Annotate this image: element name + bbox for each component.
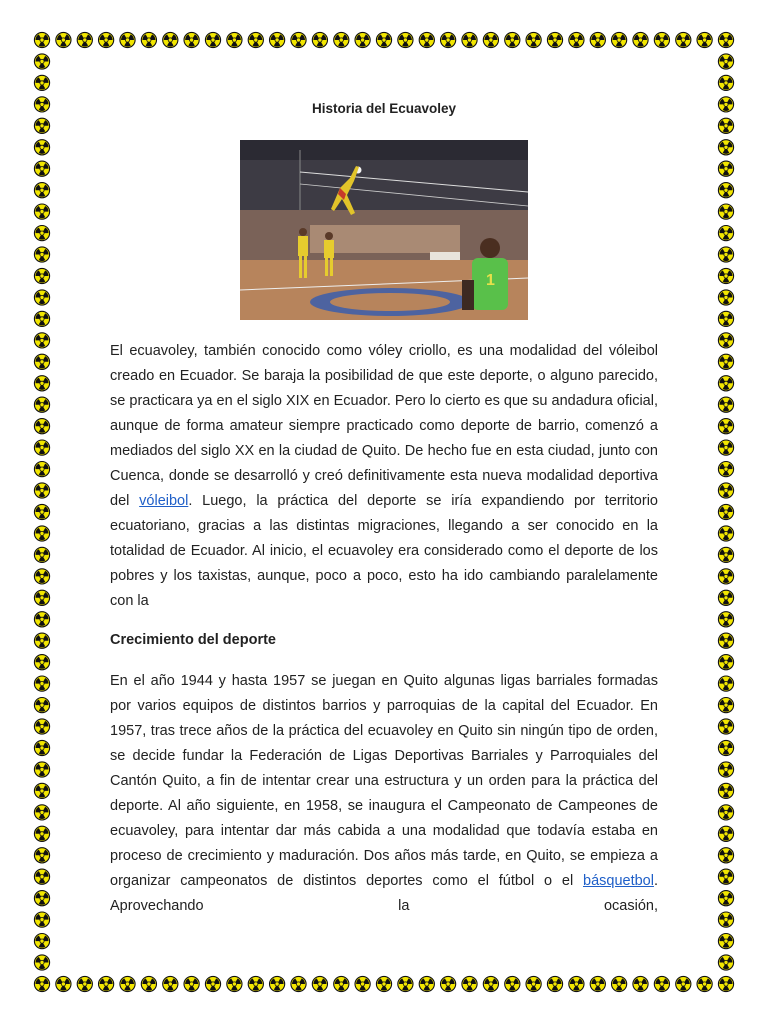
basquetbol-link[interactable]: básquetbol: [583, 873, 654, 889]
paragraph-growth-text: En el año 1944 y hasta 1957 se juegan en Quito algunas ligas barriales formadas por varios equipos de distintos barrios y parroquias de la capital del Ecuador. En 1957, tras trece años de la práctica del ecuavoley en Quito sin ningún tipo de orden, se decide fundar la Federación de Ligas Deportivas Barriales y Parroquiales del Cantón Quito, a fin de intentar crear una estructura y un orden para la práctica del deporte. Al año siguiente, en 1958, se inaugura el Campeonato de Campeones de ecuavoley, para intentar dar más cabida a una modalidad que todavía estaba en proceso de crecimiento y maduración. Dos años más tarde, en Quito, se empieza a organizar campeonatos de distintos deportes como el fútbol o el: [110, 673, 658, 889]
paragraph-history-text: El ecuavoley, también conocido como vóley criollo, es una modalidad del vóleibol creado en Ecuador. Se baraja la posibilidad de que este deporte, o alguno parecido, se practicara ya en el siglo XIX en Ecuador. Pero lo cierto es que su andadura oficial, aunque de forma amateur siempre practicado como deporte de barrio, comenzó a mediados del siglo XX en la ciudad de Quito. De hecho fue en esta ciudad, junto con Cuenca, donde se desarrolló y creó definitivamente esta nueva modalidad deportiva del: [110, 343, 658, 509]
paragraph-growth-text-end: . Aprovechando la ocasión,: [110, 873, 658, 914]
paragraph-history-text-end: . Luego, la práctica del deporte se iría expandiendo por territorio ecuatoriano, gracias a las distintas migraciones, llegando a ser conocido en la totalidad de Ecuador. Al inicio, el ecuavoley era considerado como el deporte de los pobres y los taxistas, aunque, poco a poco, esto ha ido cambiando paralelamente con la: [110, 493, 658, 609]
page-title: Historia del Ecuavoley: [311, 101, 457, 116]
voleibol-link[interactable]: vóleibol: [139, 493, 189, 509]
ecuavoley-photo: [240, 140, 528, 320]
section-heading: Crecimiento del deporte: [110, 632, 276, 648]
paragraph-history: [110, 339, 658, 614]
jersey-number: 1: [486, 272, 495, 289]
paragraph-growth: [110, 669, 658, 919]
